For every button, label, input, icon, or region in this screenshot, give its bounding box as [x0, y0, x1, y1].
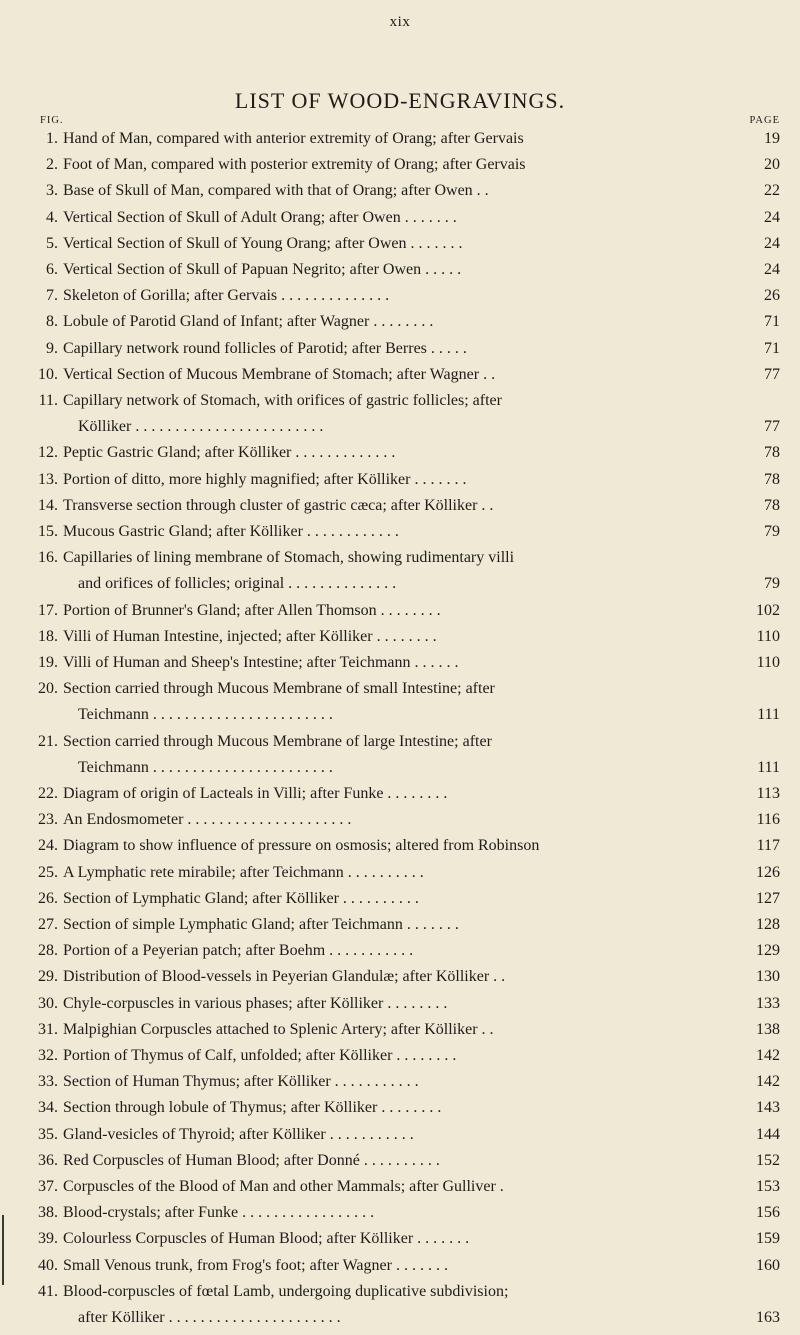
entry-title: Peptic Gastric Gland; after Kölliker . . . . . . . . . . . . . [63, 444, 396, 462]
page-number: 144 [756, 1125, 780, 1143]
entry-title: Red Corpuscles of Human Blood; after Donné . . . . . . . . . . [63, 1151, 440, 1169]
fig-number: 15. [38, 523, 58, 540]
page-number: 152 [756, 1151, 780, 1169]
page-number: 117 [756, 837, 780, 855]
entry-title: Colourless Corpuscles of Human Blood; after Kölliker . . . . . . . [63, 1230, 470, 1248]
fig-number: 19. [38, 654, 58, 671]
entry-title: Section carried through Mucous Membrane of small Intestine; after [63, 680, 495, 698]
entry-title: Vertical Section of Skull of Young Orang; after Owen . . . . . . . [63, 234, 463, 252]
entry-title: Hand of Man, compared with anterior extremity of Orang; after Gervais [63, 130, 524, 147]
list-item [0, 864, 800, 890]
fig-number: 17. [38, 601, 58, 619]
page-number: 143 [756, 1099, 780, 1117]
fig-number: 38. [38, 1204, 58, 1222]
list-item [0, 523, 800, 549]
list-item [0, 654, 800, 680]
list-item [0, 733, 800, 785]
entry-title: Chyle-corpuscles in various phases; after Kölliker . . . . . . . . [63, 994, 448, 1012]
list-item [0, 785, 800, 811]
fig-number: 41. [38, 1282, 58, 1300]
list-item [0, 156, 800, 182]
entry-title: Gland-vesicles of Thyroid; after Kölliker . . . . . . . . . . . [63, 1125, 414, 1143]
entry-title: Section carried through Mucous Membrane of large Intestine; after [63, 732, 492, 750]
fig-number: 25. [38, 863, 58, 881]
entry-title: Blood-corpuscles of fœtal Lamb, undergoing duplicative subdivision; [63, 1282, 509, 1300]
entry-title: Malpighian Corpuscles attached to Splenic Artery; after Kölliker . . [63, 1020, 494, 1038]
list-item [0, 497, 800, 523]
list-item [0, 471, 800, 497]
fig-number: 14. [38, 496, 58, 514]
entry-title-continuation: Kölliker . . . . . . . . . . . . . . . . . . . . . . . . [78, 418, 324, 436]
list-item [0, 261, 800, 287]
entry-title: Section of Human Thymus; after Kölliker . . . . . . . . . . . [63, 1073, 419, 1091]
entry-title: Portion of Brunner's Gland; after Allen Thomson . . . . . . . . [63, 601, 441, 619]
page-number: 26 [764, 287, 780, 305]
entry-title: Section through lobule of Thymus; after Kölliker . . . . . . . . [63, 1099, 442, 1117]
fig-number: 20. [38, 680, 58, 698]
list-item [0, 1021, 800, 1047]
entry-title: Mucous Gastric Gland; after Kölliker . . . . . . . . . . . . [63, 523, 399, 540]
entry-title: Vertical Section of Skull of Papuan Negrito; after Owen . . . . . [63, 261, 462, 278]
list-item [0, 1152, 800, 1178]
entry-title: Corpuscles of the Blood of Man and other Mammals; after Gulliver . [63, 1178, 504, 1195]
entry-title: Vertical Section of Mucous Membrane of Stomach; after Wagner . . [63, 365, 496, 383]
fig-number: 24. [38, 837, 58, 855]
list-item [0, 209, 800, 235]
entry-title: Transverse section through cluster of gastric cæca; after Kölliker . . [63, 496, 494, 514]
fig-number: 29. [38, 968, 58, 986]
page-number: 79 [764, 523, 780, 540]
fig-number: 3. [46, 182, 58, 200]
page-number: 77 [764, 365, 780, 383]
page-number: 78 [764, 470, 780, 488]
list-item [0, 1126, 800, 1152]
fig-number: 7. [46, 287, 58, 305]
entry-title: Diagram to show influence of pressure on osmosis; altered from Robinson [63, 837, 540, 855]
entry-title: A Lymphatic rete mirabile; after Teichmann . . . . . . . . . . [63, 863, 424, 881]
entry-title: Distribution of Blood-vessels in Peyerian Glandulæ; after Kölliker . . [63, 968, 506, 986]
entry-title: Diagram of origin of Lacteals in Villi; after Funke . . . . . . . . [63, 785, 448, 802]
page-number: 110 [756, 654, 780, 671]
fig-number: 39. [38, 1230, 58, 1248]
list-item [0, 680, 800, 732]
fig-number: 2. [46, 156, 58, 174]
list-item [0, 549, 800, 601]
list-item [0, 1099, 800, 1125]
page-number: 71 [764, 339, 780, 357]
fig-number: 12. [38, 444, 58, 462]
page-number: 111 [757, 758, 780, 776]
page-edge-mark [2, 1215, 4, 1285]
page-column-header: PAGE [749, 115, 780, 126]
fig-number: 27. [38, 916, 58, 933]
fig-number: 28. [38, 942, 58, 960]
fig-number: 36. [38, 1151, 58, 1169]
fig-number: 6. [46, 261, 58, 278]
list-item [0, 942, 800, 968]
page-number: 79 [764, 575, 780, 593]
page-number: 102 [756, 601, 780, 619]
list-item [0, 313, 800, 339]
list-item [0, 916, 800, 942]
fig-number: 18. [38, 627, 58, 645]
fig-number: 30. [38, 994, 58, 1012]
page-number: 126 [756, 863, 780, 881]
entry-title: An Endosmometer . . . . . . . . . . . . . . . . . . . . . [63, 811, 352, 829]
page-number: 110 [756, 627, 780, 645]
fig-number: 9. [46, 339, 58, 357]
entry-title: Capillaries of lining membrane of Stomach, showing rudimentary villi [63, 549, 515, 567]
fig-number: 37. [38, 1178, 58, 1195]
entry-title: Skeleton of Gorilla; after Gervais . . . . . . . . . . . . . . [63, 287, 390, 305]
page-number: 77 [764, 418, 780, 436]
page-number: 163 [756, 1308, 780, 1326]
fig-number: 32. [38, 1047, 58, 1064]
list-item [0, 968, 800, 994]
fig-number: 35. [38, 1125, 58, 1143]
fig-number: 5. [46, 234, 58, 252]
entry-title-continuation: and orifices of follicles; original . . . . . . . . . . . . . . [78, 575, 397, 593]
entry-title: Small Venous trunk, from Frog's foot; after Wagner . . . . . . . [63, 1256, 448, 1274]
page-number: 22 [764, 182, 780, 200]
entry-title-continuation: Teichmann . . . . . . . . . . . . . . . . . . . . . . . [78, 706, 333, 724]
list-item [0, 995, 800, 1021]
entry-title: Foot of Man, compared with posterior extremity of Orang; after Gervais [63, 156, 526, 174]
list-item [0, 811, 800, 837]
page-number: 24 [764, 208, 780, 226]
page-number: 130 [756, 968, 780, 986]
list-item [0, 1178, 800, 1204]
entry-title: Vertical Section of Skull of Adult Orang; after Owen . . . . . . . [63, 208, 457, 226]
fig-number: 40. [38, 1256, 58, 1274]
entry-title: Portion of ditto, more highly magnified; after Kölliker . . . . . . . [63, 470, 467, 488]
page-number: 116 [756, 811, 780, 829]
page-number: 133 [756, 994, 780, 1012]
page-number: 142 [756, 1073, 780, 1091]
list-item [0, 287, 800, 313]
entry-title: Portion of a Peyerian patch; after Boehm . . . . . . . . . . . [63, 942, 414, 960]
page-number: 71 [764, 313, 780, 331]
entry-title: Blood-crystals; after Funke . . . . . . . . . . . . . . . . . [63, 1204, 375, 1222]
entry-title: Capillary network of Stomach, with orifices of gastric follicles; after [63, 392, 502, 409]
list-item [0, 1204, 800, 1230]
list-item [0, 628, 800, 654]
list-item [0, 366, 800, 392]
entry-title: Villi of Human and Sheep's Intestine; after Teichmann . . . . . . [63, 654, 459, 671]
fig-number: 21. [38, 732, 58, 750]
fig-number: 8. [46, 313, 58, 331]
entry-title: Base of Skull of Man, compared with that of Orang; after Owen . . [63, 182, 489, 200]
fig-number: 33. [38, 1073, 58, 1091]
entry-title: Lobule of Parotid Gland of Infant; after Wagner . . . . . . . . [63, 313, 434, 331]
entry-title: Villi of Human Intestine, injected; after Kölliker . . . . . . . . [63, 627, 437, 645]
fig-number: 11. [38, 392, 58, 409]
page-number: 111 [757, 706, 780, 724]
page-number: 153 [756, 1178, 780, 1195]
page-number: 20 [764, 156, 780, 174]
list-item [0, 1257, 800, 1283]
list-item [0, 890, 800, 916]
entry-title: Capillary network round follicles of Parotid; after Berres . . . . . [63, 339, 467, 357]
fig-number: 34. [38, 1099, 58, 1117]
page-number: 24 [764, 261, 780, 278]
entry-title: Portion of Thymus of Calf, unfolded; after Kölliker . . . . . . . . [63, 1047, 457, 1064]
fig-number: 16. [38, 549, 58, 567]
entry-title: Section of simple Lymphatic Gland; after Teichmann . . . . . . . [63, 916, 459, 933]
page-title: LIST OF WOOD-ENGRAVINGS. [234, 88, 566, 113]
entry-title-continuation: after Kölliker . . . . . . . . . . . . . . . . . . . . . . [78, 1308, 341, 1326]
page-number: 138 [756, 1020, 780, 1038]
page-number: 128 [756, 916, 780, 933]
fig-column-header: FIG. [40, 115, 64, 126]
list-item [0, 1283, 800, 1335]
list-item [0, 235, 800, 261]
list-item [0, 1230, 800, 1256]
list-item [0, 837, 800, 863]
page-number: 127 [756, 889, 780, 907]
page-number: 113 [756, 785, 780, 802]
list-item [0, 392, 800, 444]
page-number: 78 [764, 496, 780, 514]
page-number: 19 [764, 130, 780, 147]
list-item [0, 182, 800, 208]
fig-number: 13. [38, 470, 58, 488]
list-item [0, 444, 800, 470]
list-item [0, 1073, 800, 1099]
fig-number: 23. [38, 811, 58, 829]
list-item [0, 1047, 800, 1073]
page-number: 24 [764, 234, 780, 252]
fig-number: 4. [46, 208, 58, 226]
fig-number: 26. [38, 889, 58, 907]
page-folio: xix [389, 14, 411, 30]
fig-number: 31. [38, 1020, 58, 1038]
page-number: 78 [764, 444, 780, 462]
list-item [0, 340, 800, 366]
list-item [0, 130, 800, 156]
page-number: 160 [756, 1256, 780, 1274]
page-number: 156 [756, 1204, 780, 1222]
page-number: 129 [756, 942, 780, 960]
entry-title-continuation: Teichmann . . . . . . . . . . . . . . . . . . . . . . . [78, 758, 333, 776]
page-number: 142 [756, 1047, 780, 1064]
fig-number: 1. [46, 130, 58, 147]
fig-number: 22. [38, 785, 58, 802]
fig-number: 10. [38, 365, 58, 383]
entry-title: Section of Lymphatic Gland; after Kölliker . . . . . . . . . . [63, 889, 419, 907]
list-item [0, 602, 800, 628]
page-number: 159 [756, 1230, 780, 1248]
